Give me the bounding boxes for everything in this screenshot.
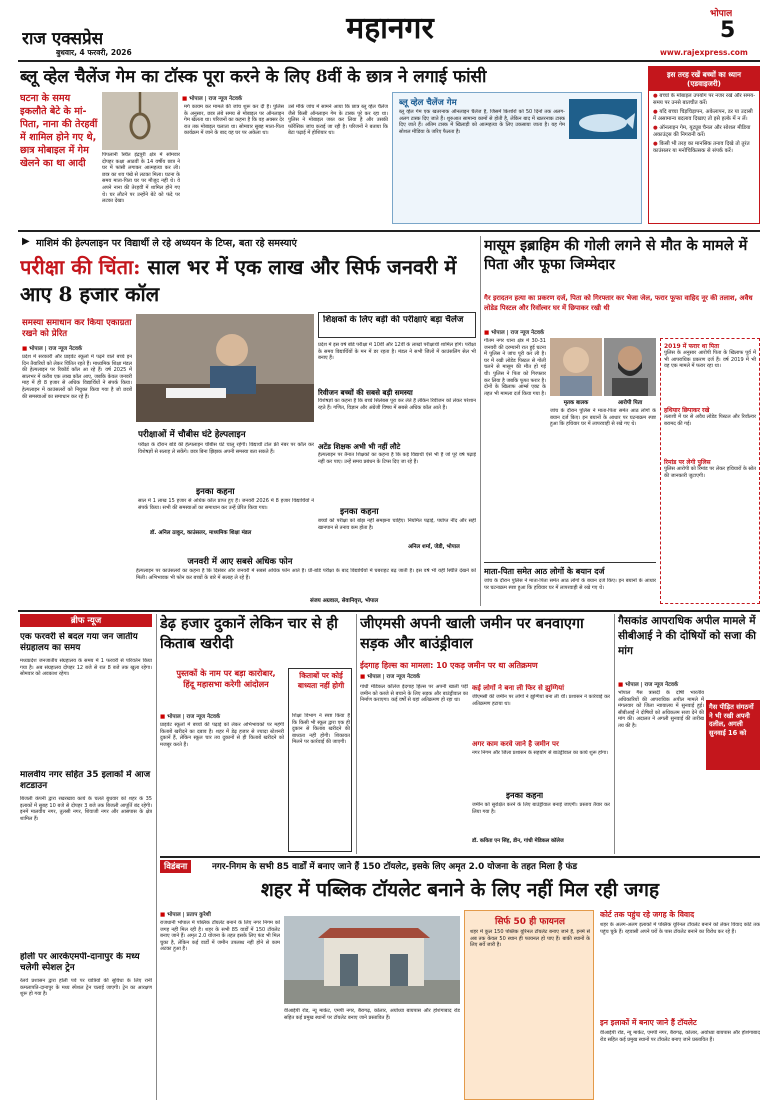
timeline-title-1: 2019 में फरार था पिता xyxy=(664,343,720,350)
toilets-kicker: नगर-निगम के सभी 85 वार्डों में बनाए जाने हैं 150 टॉयलेट, इसके लिए अमृत 2.0 योजना के तहत मिला है फंड xyxy=(212,862,578,872)
lead-col-2: मर्ग कायम कर मामले की जांच शुरू कर दी है। पुलिस के अनुसार, छात्र लंबे समय से मोबाइल पर ऑनलाइन गेम खेलता था। परिजनों का कहना है कि वह अक्सर देर रात तक मोबाइल चलाता था। सोमवार सुबह माता-पिता कार्यक्रम में जाने के बाद वह घर पर अकेला था। xyxy=(184,104,284,137)
tips-item: ● यदि बच्चा चिड़चिड़ापन, अकेलापन, डर या उदासी में असामान्य बदलाव दिखाए तो इसे हल्के में न लें। xyxy=(653,109,757,123)
quote-2-title: इनका कहना xyxy=(340,507,379,517)
timeline-title-2: हथियार छिपाकर रखे xyxy=(664,407,710,414)
column-rule xyxy=(480,236,481,606)
victim-caption: मृतक बालक xyxy=(563,400,589,406)
victim-photo xyxy=(550,338,602,396)
areas-head: इन इलाकों में बनाए जाने हैं टॉयलेट xyxy=(600,1018,697,1027)
toilets-body: राजधानी भोपाल में पब्लिक टॉयलेट बनाने के लिए नगर निगम को जगह नहीं मिल रही है। शहर के सभी 85 वार्डों में 150 टॉयलेट बनाए जाने हैं। अमृत 2.0 योजना के तहत इसके लिए फंड भी मिल चुका है, लेकिन कई वार्डों में जमीन उपलब्ध नहीं होने से काम अटका हुआ है। xyxy=(160,920,280,953)
gmc-byline: ■ भोपाल | राज न्यूज नेटवर्क xyxy=(360,672,480,680)
masoom-byline: ■ भोपाल | राज न्यूज नेटवर्क xyxy=(484,328,594,336)
final-50-box xyxy=(464,910,594,1100)
noose-photo xyxy=(102,92,178,150)
shops-byline: ■ भोपाल | राज न्यूज नेटवर्क xyxy=(160,712,290,720)
masoom-statements-text: जांच के दौरान पुलिस ने माता-पिता समेत आठ लोगों के बयान दर्ज किए। इन बयानों के आधार पर घटनाक्रम स्पष्ट हुआ कि हथियार घर में लापरवाही से रखे गए थे। xyxy=(484,578,656,591)
quote-1-text: साल में 1 लाख 15 हजार से अधिक कॉल प्राप्त हुए हैं। जनवरी 2026 में 8 हजार विद्यार्थियों ने संपर्क किया। सभी की समस्याओं का समाधान कर उन्हें प्रेरित किया गया। xyxy=(138,498,314,511)
cbi-byline: ■ भोपाल | राज न्यूज नेटवर्क xyxy=(618,680,758,688)
toilets-headline: शहर में पब्लिक टॉयलेट बनाने के लिए नहीं मिल रही जगह xyxy=(260,879,660,901)
final-50-text: शहर में कुल 150 पब्लिक यूरिनल टॉयलेट बनाए जाने हैं, इनमें से अब तक केवल 50 स्थान ही फायनल हो पाए हैं। बाकी स्थानों के लिए सर्वे जारी है। xyxy=(470,929,590,949)
tips-item: ● किसी भी तरह का मानसिक तनाव दिखे तो तुरंत काउंसलर या मनोचिकित्सक से संपर्क करें। xyxy=(653,141,757,155)
teachers-subhead: अटेंड शिक्षक अभी भी नहीं लौटे xyxy=(318,442,401,451)
accused-caption: आरोपी पिता xyxy=(617,400,643,406)
brief-item-3-text: रेलवे प्रशासन द्वारा होली पर्व पर यात्रियों की सुविधा के लिए रानी कमलापति-दानापुर के मध्य स्पेशल ट्रेन चलाई जाएगी। ट्रेन का आरक्षण शुरू हो गया है। xyxy=(20,978,152,998)
masoom-deck: गैर इरादतन हत्या का प्रकरण दर्ज, पिता को गिरफ्तार कर भेजा जेल, फरार फूफा वाहिद नूर की तलाश, अवैध लोडेड पिस्टल और रिवॉल्वर घर में छिपाकर रखी थी xyxy=(484,294,753,312)
bluewhale-box-text: ब्लू व्हेल गेम एक खतरनाक ऑनलाइन चैलेंज है, जिसमें किशोरों को 50 दिनों तक अलग-अलग टास्क दिए जाते हैं। शुरुआत सामान्य कामों से होती है, लेकिन बाद में खतरनाक टास्क दिए जाते हैं। अंतिम टास्क में खिलाड़ी को आत्महत्या के लिए उकसाया जाता है। यह गेम सोशल मीडिया के जरिए फैलता है। xyxy=(399,109,565,135)
gmc-sub2-text: नगर निगम और जिला प्रशासन के सहयोग से बाउंड्रीवाल का कार्य शुरू होगा। xyxy=(472,750,609,756)
timeline-title-3: रिमांड पर लेगी पुलिस xyxy=(664,459,711,466)
exam-headline-rest: साल भर में एक लाख और सिर्फ जनवरी में आए 8 हजार कॉल xyxy=(20,255,457,306)
brief-column xyxy=(20,614,152,1100)
bluewhale-box-title: ब्लू व्हेल चैलेंज गेम xyxy=(399,98,457,108)
shops-box-text: शिक्षा विभाग ने स्पष्ट किया है कि किसी भी स्कूल द्वारा एक ही दुकान से किताब खरीदने की बाध्यता नहीं होगी। शिकायत मिलने पर कार्रवाई की जाएगी। xyxy=(292,713,350,746)
exam-pullquote: समस्या समाधान कर किया एकाग्रता रखने को प्रेरित xyxy=(22,318,132,339)
teachers-text: हेल्पलाइन पर तैनात शिक्षकों का कहना है कि कई विद्यार्थी ऐसे भी हैं जो पूरे वर्ष पढ़ाई नहीं कर पाए। उन्हें समय प्रबंधन के टिप्स दिए जा रहे हैं। xyxy=(318,452,476,465)
lead-headline: ब्लू व्हेल चैलेंज गेम का टॉस्क पूरा करने के लिए 8वीं के छात्र ने लगाई फांसी xyxy=(20,67,487,87)
quote-1-title: इनका कहना xyxy=(196,487,235,497)
column-rule xyxy=(356,614,357,854)
brief-item-1-head: एक फरवरी से बदल गया जन जातीय संग्रहालय का समय xyxy=(20,632,138,653)
helpline-title: परीक्षाओं में चौबीस घंटे हेल्पलाइन xyxy=(138,430,246,440)
exam-col-1: प्रदेश में सरकारी और प्राइवेट स्कूलों में पढ़ने वाले बच्चे इन दिन तैयारियों को लेकर चिंतित रहते हैं। माध्यमिक शिक्षा मंडल की हेल्पलाइन पर रिकॉर्ड कॉल आ रहे हैं। वर्ष 2025 में सालभर में करीब एक लाख कॉल आए, जबकि केवल जनवरी माह में ही 8 हजार से अधिक विद्यार्थियों ने संपर्क किया। हेल्पलाइन में काउंसलरों को नियुक्त किया गया है जो छात्रों की समस्याओं का समाधान कर रहे हैं। xyxy=(22,354,132,400)
teachers-box-text: प्रदेश में इस वर्ष बोर्ड परीक्षा में 10वीं और 12वीं के लाखों परीक्षार्थी शामिल होंगे। परीक्षा के समय विद्यार्थियों के मन में डर रहता है। मंडल ने सभी जिलों में काउंसलिंग सेल भी बनाए हैं। xyxy=(318,342,476,362)
whale-image xyxy=(569,99,637,139)
timeline-text-3: पुलिस आरोपी को रिमांड पर लेकर हथियारों के स्रोत की जानकारी जुटाएगी। xyxy=(664,466,756,479)
gmc-sub2: अगर काम करवे जाने है जमीन पर xyxy=(472,740,559,748)
masoom-statements-head: माता-पिता समेत आठ लोगों के बयान दर्ज xyxy=(484,567,605,576)
revision-text: विशेषज्ञों का कहना है कि बच्चे सिलेबस पूरा कर लेते हैं लेकिन रिवीजन को लेकर परेशान रहते हैं। गणित, विज्ञान और अंग्रेजी विषय में सबसे अधिक कॉल आते हैं। xyxy=(318,398,476,411)
quote-2-text: बच्चों को परीक्षा को बोझ नहीं समझना चाहिए। नियमित पढ़ाई, पर्याप्त नींद और सही खानपान से तनाव कम होता है। xyxy=(318,518,476,531)
page-number: 5 xyxy=(720,18,736,43)
column-rule xyxy=(614,614,615,854)
tips-item: ● ऑनलाइन गेम, यूट्यूब चैनल और सोशल मीडिया अकाउंट्स की निगरानी करें। xyxy=(653,125,757,139)
cbi-headline: गैसकांड आपराधिक अपील मामले में सीबीआई ने की दोषियों को सजा की मांग xyxy=(618,615,757,657)
exam-byline: ■ भोपाल | राज न्यूज नेटवर्क xyxy=(22,344,134,352)
student-photo xyxy=(136,314,314,422)
quote-1-name: डॉ. अनिल ठाकुर, काउंसलर, माध्यमिक शिक्षा मंडल xyxy=(150,530,252,536)
gmc-deck: ईदगाह हिल्स का मामला: 10 एकड़ जमीन पर था अतिक्रमण xyxy=(360,661,538,670)
exam-headline xyxy=(20,254,476,310)
gmc-quote-name: डॉ. कविता एन सिंह, डीन, गांधी मेडिकल कॉलेज xyxy=(472,838,564,844)
areas-text: वीआईपी रोड, न्यू मार्केट, एमपी नगर, बैरागढ़, कोलार, अयोध्या बायपास और होशंगाबाद रोड सहित कई प्रमुख स्थानों पर टॉयलेट बनाए जाने प्रस्तावित हैं। xyxy=(600,1030,760,1043)
masoom-body-2: जांच के दौरान पुलिस ने माता-पिता समेत आठ लोगों के बयान दर्ज किए। इन बयानों के आधार पर घटनाक्रम स्पष्ट हुआ कि हथियार घर में लापरवाही से रखे गए थे। xyxy=(550,408,656,428)
shops-kicker: पुस्तकों के नाम पर बड़ा कारोबार, हिंदू महासभा करेगी आंदोलन xyxy=(176,668,276,689)
revision-subhead: रिवीजन बच्चों की सबसे बड़ी समस्या xyxy=(318,388,413,397)
divider xyxy=(18,230,760,232)
brief-item-2-head: मालवीय नगर सहित 35 इलाकों में आज शटडाउन xyxy=(20,770,151,791)
january-calls-head: जनवरी में आए सबसे अधिक फोन xyxy=(187,557,293,567)
court-dispute-head: कोर्ट तक पहुंच रहे जगह के विवाद xyxy=(600,910,695,919)
final-50-title: सिर्फ 50 ही फायनल xyxy=(495,917,565,927)
brief-item-3-head: होली पर आरकेएमपी-दानापुर के मध्य चलेगी स्पेशल ट्रेन xyxy=(20,952,140,973)
gmc-quote-title: इनका कहना xyxy=(506,790,544,800)
teachers-box-title: शिक्षकों के लिए बड़ी की परीक्षाएं बड़ा चैलेंज xyxy=(323,315,464,325)
brief-item-2-text: बिजली कंपनी द्वारा रखरखाव कार्य के चलते बुधवार को शहर के 35 इलाकों में सुबह 10 बजे से दोपहर 3 बजे तक बिजली आपूर्ति बंद रहेगी। इनमें मालवीय नगर, तुलसी नगर, शिवाजी नगर और आसपास के क्षेत्र शामिल हैं। xyxy=(20,796,152,822)
lead-col-1: पिपलानी स्थित इंद्रपुरी क्षेत्र में सोमवार दोपहर कक्षा आठवीं के 14 वर्षीय छात्र ने घर में फांसी लगाकर आत्महत्या कर ली। छात्र का शव पंखे से लटका मिला। घटना के समय माता-पिता घर पर मौजूद नहीं थे। वे अपने नाना की तेरहवीं में शामिल होने गए थे। घर लौटने पर उन्होंने बेटे को फंदे पर लटका देखा। xyxy=(102,152,180,205)
exam-kicker-arrow-icon: ▶ xyxy=(22,236,30,247)
divider xyxy=(18,610,760,612)
toilets-label: विडंबना xyxy=(160,860,191,873)
tips-title: इस तरह रखें बच्चों का ध्यान (एडवाइजरी) xyxy=(649,67,759,91)
website-link[interactable]: www.rajexpress.com xyxy=(660,48,748,57)
gmc-sub1-text: जीएमसी की जमीन पर लोगों ने झुग्गियां बना ली थीं। प्रशासन ने कार्रवाई कर अतिक्रमण हटाया था। xyxy=(472,694,610,707)
section-title: महानगर xyxy=(346,11,434,46)
shops-box-title: किताबों पर कोई बाध्यता नहीं होगी xyxy=(297,671,345,690)
paper-name: राज एक्सप्रेस xyxy=(22,29,104,49)
teachers-box xyxy=(318,312,476,338)
lead-byline: ■ भोपाल | राज न्यूज नेटवर्क xyxy=(182,94,352,102)
court-dispute-text: शहर के अलग-अलग इलाकों में पब्लिक यूरिनल टॉयलेट बनाने को लेकर विवाद कोर्ट तक पहुंच चुके हैं। रहवासी अपने घरों के पास टॉयलेट बनाने का विरोध कर रहे हैं। xyxy=(600,922,760,935)
toilets-body-2: वीआईपी रोड, न्यू मार्केट, एमपी नगर, बैरागढ़, कोलार, अयोध्या बायपास और होशंगाबाद रोड सहित कई प्रमुख स्थानों पर टॉयलेट बनाए जाने प्रस्तावित हैं। xyxy=(284,1008,460,1021)
timeline-text-2: तलाशी में घर से अवैध लोडेड पिस्टल और रिवॉल्वर बरामद की गई। xyxy=(664,414,756,427)
brief-label: ब्रीफ न्यूज xyxy=(20,614,152,627)
column-rule xyxy=(156,614,157,1100)
gmc-sub1: कई लोगों ने बना ली फिर से झुग्गियां xyxy=(472,684,565,692)
masthead xyxy=(0,0,778,62)
issue-date: बुधवार, 4 फरवरी, 2026 xyxy=(56,48,132,57)
lead-deck: घटना के समय इकलौते बेटे के मां-पिता, नाना की तेरहवीं में शामिल होने गए थे, छात्र मोबाइल में गेम खेलने का था आदी xyxy=(20,93,98,169)
cbi-body: भोपाल गैस त्रासदी के दोषी भारतीय अधिकारियों की आपराधिक अपील मामले में मंगलवार को जिला न्यायालय में सुनवाई हुई। सीबीआई ने दोषियों को अधिकतम सजा देने की मांग की। अदालत ने अगली सुनवाई की तारीख तय की है। xyxy=(618,690,704,729)
helpline-text: परीक्षा के दौरान बोर्ड की हेल्पलाइन चौबीस घंटे चालू रहेगी। विद्यार्थी टोल फ्री नंबर पर कॉल कर विशेषज्ञों से सलाह ले सकेंगे। छात्र बिना झिझक अपनी समस्या बता सकते हैं। xyxy=(138,442,314,455)
exam-kicker: माशिमं की हेल्पलाइन पर विद्यार्थी ले रहे अध्ययन के टिप्स, बता रहे समस्याएं xyxy=(36,238,297,249)
timeline-text-1: पुलिस के अनुसार आरोपी पिता के खिलाफ पूर्व में भी आपराधिक प्रकरण दर्ज हैं। वर्ष 2019 में भी वह एक मामले में फरार रहा था। xyxy=(664,350,756,370)
masoom-headline: मासूम इब्राहिम की गोली लगने से मौत के मामले में पिता और फूफा जिम्मेदार xyxy=(484,237,748,273)
masoom-statements-box xyxy=(484,562,656,604)
gmc-headline: जीएमसी अपनी खाली जमीन पर बनवाएगा सड़क और बाउंड्रीवाल xyxy=(360,615,584,652)
january-calls-text: हेल्पलाइन पर काउंसलरों का कहना है कि दिसंबर और जनवरी में सबसे अधिक फोन आते हैं। प्री-बोर्ड परीक्षा के बाद विद्यार्थियों में घबराहट बढ़ जाती है। इस वर्ष भी यही स्थिति देखने को मिली। अभिभावक भी फोन कर बच्चों के बारे में सलाह ले रहे हैं। xyxy=(136,568,476,581)
closing-byline: संजय अग्रवाल, सेवानिवृत्त, भोपाल xyxy=(310,598,379,604)
toilet-photo xyxy=(284,916,460,1004)
tips-sidebar xyxy=(648,66,760,224)
lead-col-3: उसे मौके जांच में सामने आया कि छात्र ब्लू व्हेल चैलेंज जैसे किसी ऑनलाइन गेम के टास्क पूरे कर रहा था। पुलिस ने मोबाइल जब्त कर लिया है और उसकी फॉरेंसिक जांच कराई जा रही है। परिजनों ने बताया कि बेटा पढ़ाई में होशियार था। xyxy=(288,104,388,137)
shops-body: प्राइवेट स्कूलों में बच्चों की पढ़ाई को लेकर अभिभावकों पर महंगी किताबें खरीदने का दबाव है। शहर में डेढ़ हजार से ज्यादा स्टेशनरी दुकानें हैं, लेकिन स्कूल चार तय दुकानों से ही किताबें खरीदने को मजबूर करते हैं। xyxy=(160,722,284,748)
shops-box xyxy=(288,668,352,852)
masoom-timeline xyxy=(660,338,760,604)
cbi-box: गैस पीड़ित संगठनों ने भी रखी अपनी दलील, अगली सुनवाई 16 को xyxy=(706,700,760,770)
toilets-byline: ■ भोपाल | प्रताप कुरेशी xyxy=(160,910,300,918)
exam-headline-red: परीक्षा की चिंता: xyxy=(20,255,141,279)
masthead-rule xyxy=(18,60,760,62)
accused-photo xyxy=(604,338,656,396)
gmc-body: गांधी मेडिकल कॉलेज ईदगाह हिल्स पर अपनी खाली पड़ी जमीन को कब्जे से बचाने के लिए सड़क और बाउंड्रीवाल का निर्माण कराएगा। कई वर्षों से यहां अतिक्रमण हो रहा था। xyxy=(360,684,468,704)
quote-2-name: अनिल शर्मा, जेडी, भोपाल xyxy=(408,544,460,550)
tips-item: ● बच्चों के मोबाइल उपयोग पर नजर रखें और समय-समय पर उनसे बातचीत करें। xyxy=(653,93,757,107)
brief-item-1-text: मध्यप्रदेश जनजातीय संग्रहालय के समय में 1 फरवरी से परिवर्तन किया गया है। अब संग्रहालय दोपहर 12 बजे से रात 8 बजे तक खुला रहेगा। सोमवार को अवकाश रहेगा। xyxy=(20,658,152,678)
tips-list xyxy=(653,93,757,157)
shops-headline: डेढ़ हजार दुकानें लेकिन चार से ही किताब खरीदी xyxy=(160,615,338,652)
masoom-body: गौतम नगर थाना क्षेत्र में 30-31 जनवरी की दरम्यानी रात हुई घटना में पुलिस ने जांच पूरी कर ली है। घर में रखी लोडेड पिस्टल से गोली चलने से मासूम की मौत हो गई थी। पुलिस ने पिता को गिरफ्तार कर लिया है जबकि फूफा फरार है। दोनों के खिलाफ आर्म्स एक्ट के तहत भी मामला दर्ज किया गया है। xyxy=(484,338,546,397)
gmc-quote-text: जमीन को सुरक्षित करने के लिए बाउंड्रीवाल बनाई जाएगी। प्रस्ताव तैयार कर लिया गया है। xyxy=(472,802,610,815)
bluewhale-box xyxy=(392,92,642,224)
divider xyxy=(160,856,760,858)
city-name: भोपाल xyxy=(710,9,733,19)
